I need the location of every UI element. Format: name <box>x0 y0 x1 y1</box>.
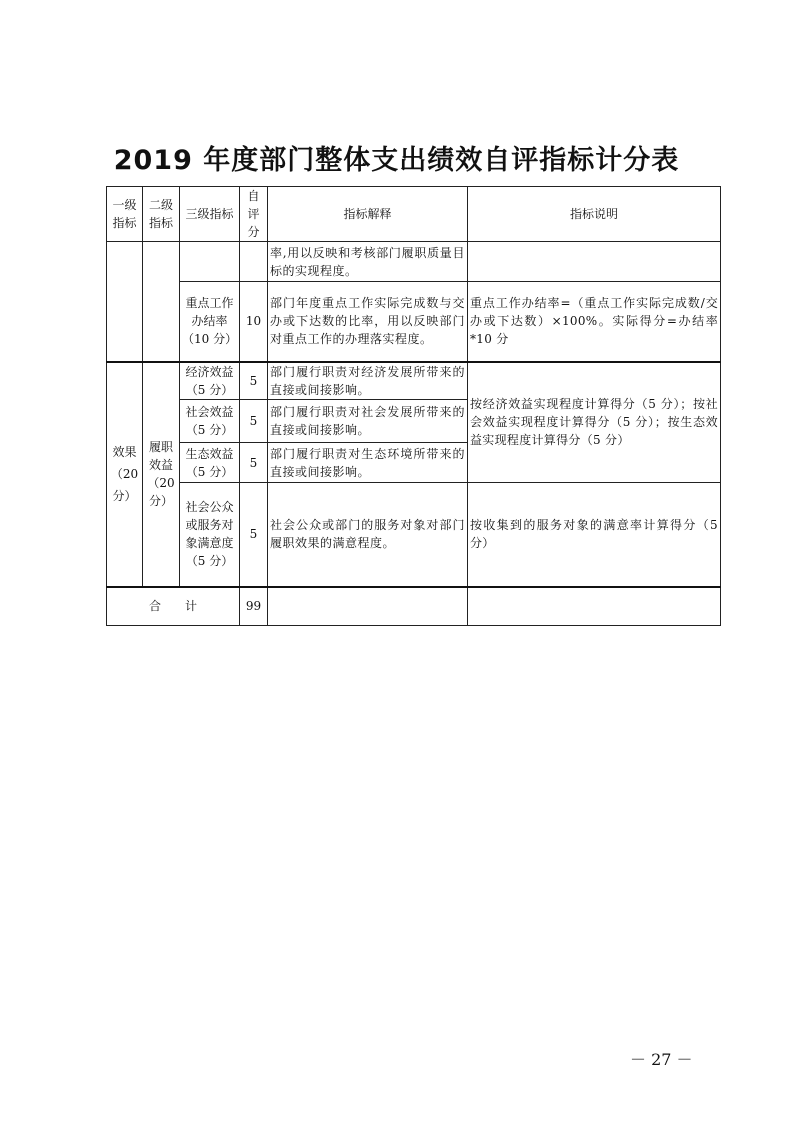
header-note: 指标说明 <box>468 187 721 242</box>
total-score: 99 <box>240 587 268 626</box>
header-level3: 三级指标 <box>180 187 240 242</box>
score-table <box>106 186 721 626</box>
score-cell: 5 <box>240 483 268 587</box>
indicator-cell: 社会效益（5 分） <box>180 400 240 443</box>
level1-effect-cell: 效果（20 分） <box>107 362 143 587</box>
header-level1: 一级指标 <box>107 187 143 242</box>
header-explanation: 指标解释 <box>268 187 468 242</box>
total-row <box>107 587 721 626</box>
total-label: 合 计 <box>107 587 240 626</box>
page-number: － 27 － <box>630 1050 693 1069</box>
table-row <box>107 483 721 587</box>
table-row <box>107 242 721 282</box>
level2-effect-cell: 履职效益（20 分） <box>143 362 180 587</box>
note-cell-benefits: 按经济效益实现程度计算得分（5 分）；按社会效益实现程度计算得分（5 分）；按生态效益实现程度计算得分（5 分） <box>468 362 721 483</box>
note-cell: 按收集到的服务对象的满意率计算得分（5 分） <box>468 483 721 587</box>
explanation-cell: 率,用以反映和考核部门履职质量目标的实现程度。 <box>268 242 468 282</box>
level1-cell-empty <box>107 242 143 362</box>
note-cell: 重点工作办结率=（重点工作实际完成数/交办或下达数）×100%。实际得分=办结率*10 分 <box>468 282 721 362</box>
table-row <box>107 362 721 400</box>
explanation-cell: 部门履行职责对社会发展所带来的直接或间接影响。 <box>268 400 468 443</box>
level2-cell-empty <box>143 242 180 362</box>
score-cell: 5 <box>240 400 268 443</box>
indicator-cell: 社会公众或服务对象满意度（5 分） <box>180 483 240 587</box>
page-title: 2019 年度部门整体支出绩效自评指标计分表 <box>113 145 680 176</box>
header-row <box>107 187 721 242</box>
table-row <box>107 282 721 362</box>
score-cell: 5 <box>240 443 268 483</box>
score-cell <box>240 242 268 282</box>
indicator-cell: 生态效益（5 分） <box>180 443 240 483</box>
explanation-cell: 部门履行职责对经济发展所带来的直接或间接影响。 <box>268 362 468 400</box>
indicator-cell: 经济效益（5 分） <box>180 362 240 400</box>
header-score: 自评分 <box>240 187 268 242</box>
note-cell <box>468 242 721 282</box>
header-level2: 二级指标 <box>143 187 180 242</box>
explanation-cell: 社会公众或部门的服务对象对部门履职效果的满意程度。 <box>268 483 468 587</box>
explanation-cell: 部门履行职责对生态环境所带来的直接或间接影响。 <box>268 443 468 483</box>
total-explanation-empty <box>268 587 468 626</box>
indicator-cell: 重点工作办结率（10 分） <box>180 282 240 362</box>
total-note-empty <box>468 587 721 626</box>
indicator-cell <box>180 242 240 282</box>
score-cell: 5 <box>240 362 268 400</box>
score-cell: 10 <box>240 282 268 362</box>
explanation-cell: 部门年度重点工作实际完成数与交办或下达数的比率，用以反映部门对重点工作的办理落实程度。 <box>268 282 468 362</box>
